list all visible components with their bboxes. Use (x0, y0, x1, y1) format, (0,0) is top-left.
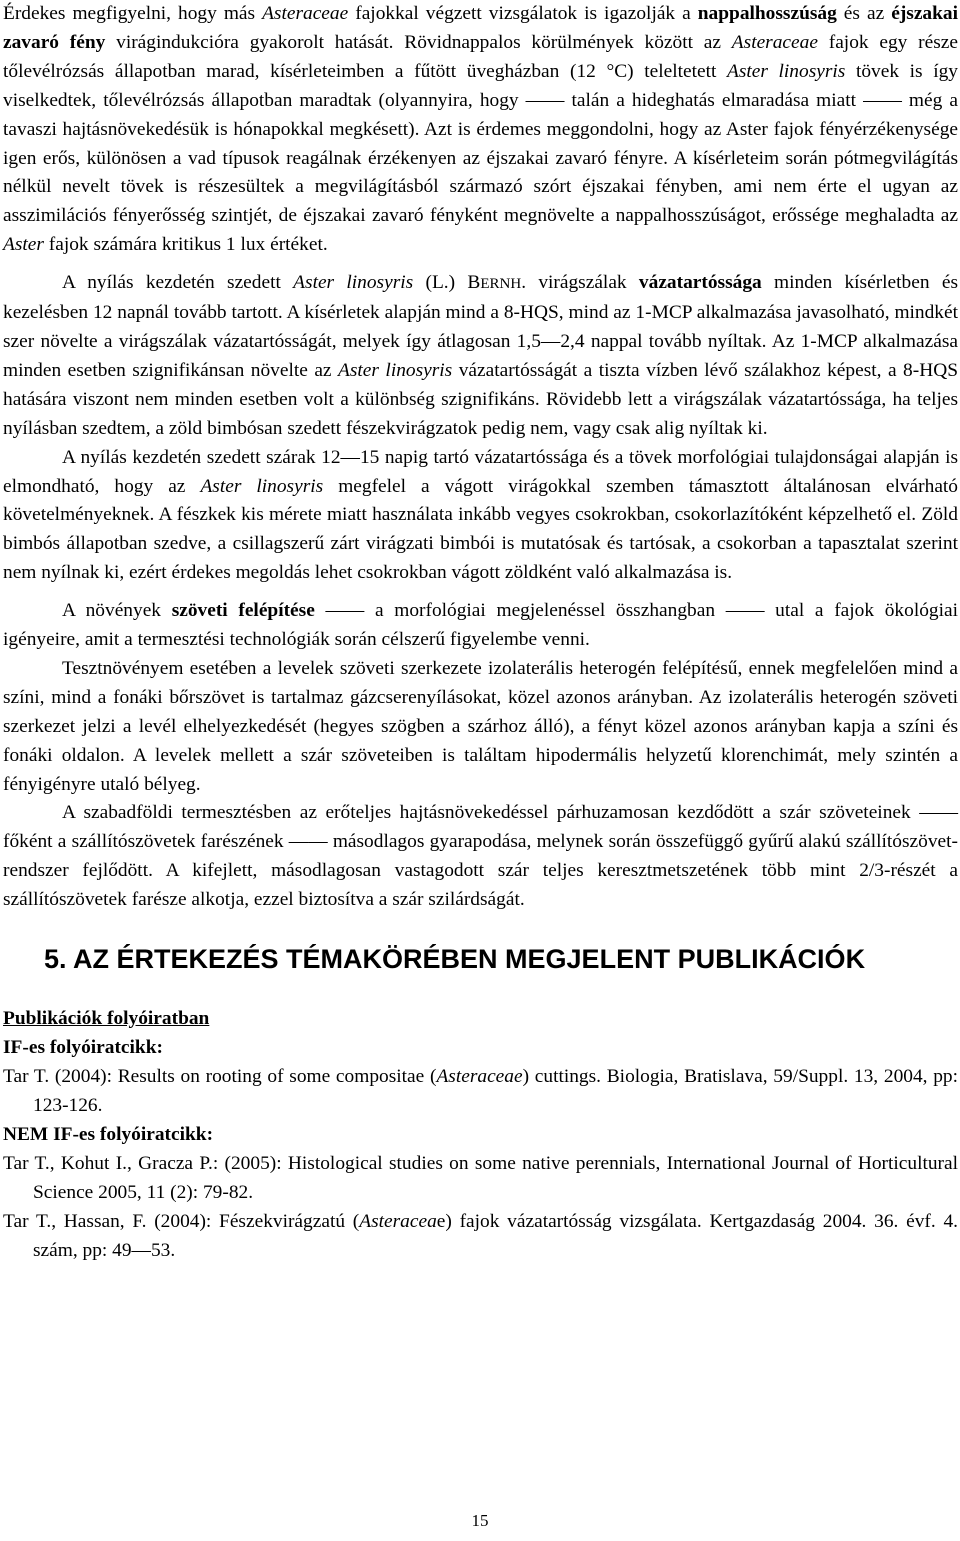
text-run: virágindukcióra gyakorolt hatását. Rövidnappalos körülmények között az (105, 31, 732, 53)
text-run: fajok számára kritikus 1 lux értéket. (43, 234, 328, 256)
text-run: tövek is így viselkedtek, tőlevélrózsás állapotban maradtak (olyannyira, hogy —— talán a hideghatás elmaradása miatt —— még a tavaszi hajtásnövekedésük is hónapokkal megkésett). Azt is érdemes meggondolni, hogy az Aster fajok fényérzékenysége igen erős, különösen a vad típusok reagálnak érzékenyen az éjszakai zavaró fényre. A kísérleteim során pótmegvilágítás nélkül nevelt tövek is részesültek a megvilágításból származó szórt éjszakai fényben, ami nem érte el ugyan az asszimilációs fényerősség szintjét, de éjszakai zavaró fényként megnövelte a nappalhosszúságot, erőssége meghaladta az (3, 60, 958, 227)
italic-text: Asteraceae (436, 1066, 523, 1088)
italic-text: Aster linosyris (200, 475, 324, 497)
paragraph (3, 597, 958, 655)
text-run: megfelel a vágott virágokkal szemben támasztott általánosan elvárható követelményeknek. A fészkek kis mérete miatt használata inkább vegyes csokrokban, csokorlazítóként képzelhető el. Zöld bimbós állapotban szedve, a csillagszerű zárt virágzati bimbói is mutatósak és tartósak, a csokorban a tapasztalat szerint nem nyílnak ki, ezért érdekes megoldás lehet csokrokban vágott zöldként való alkalmazása is. (3, 475, 959, 584)
bold-text: szöveti felépítése (171, 600, 315, 622)
italic-text: Aster (3, 234, 44, 256)
italic-text: Asteraceae (262, 3, 349, 24)
italic-text: Asteracea (359, 1211, 437, 1233)
text-run: Érdekes megfigyelni, hogy más (3, 3, 263, 24)
document-page (3, 0, 958, 1265)
text-run: A nyílás kezdetén szedett (62, 272, 294, 294)
text-run: és az (836, 3, 892, 24)
bold-text: nappalhosszúság (697, 3, 837, 24)
bold-text: vázatartóssága (638, 272, 762, 294)
text-run: . virágszálak (521, 272, 639, 294)
paragraph (3, 799, 958, 915)
text-run: fajok egy része tőlevélrózsás állapotban marad, kísérleteimben a fűtött üvegházban (12 °C) teleltetett (3, 31, 958, 82)
small-caps-text: ERNH (480, 276, 522, 293)
reference-item (3, 1149, 958, 1207)
paragraph (3, 0, 958, 260)
text-run: (L.) B (413, 272, 481, 294)
section-heading: 5. AZ ÉRTEKEZÉS TÉMAKÖRÉBEN MEGJELENT PUBLIKÁCIÓK (44, 944, 866, 975)
text-run: Tar T. (2004): Results on rooting of some compositae ( (3, 1066, 437, 1088)
text-run: A nyílás kezdetén szedett szárak 12—15 napig tartó vázatartóssága és a tövek morfológiai tulajdonságai alapján is elmondható, hogy az (3, 446, 958, 497)
paragraph (3, 269, 958, 443)
text-run: e) fajok vázatartósság vizsgálata. Kertgazdaság 2004. 36. évf. 4. szám, pp: 49—53. (33, 1211, 958, 1262)
italic-text: Asteraceae (731, 31, 818, 53)
text-run: ) cuttings. Biologia, Bratislava, 59/Suppl. 13, 2004, pp: 123-126. (33, 1066, 959, 1117)
paragraph (3, 655, 958, 800)
text-run: minden kísérletben és kezelésben 12 napnál tovább tartott. A kísérletek alapján mind a 8-HQS, mind az 1-MCP alkalmazása javasolható, mindkét szer növelte a virágszálak vázatartósságát, melyek így átlagosan 1,5—2,4 nappal tovább nyíltak. Az 1-MCP alkalmazása minden esetben szignifikánsan növelte az (3, 272, 958, 381)
if-heading: IF-es folyóiratcikk: (3, 1037, 163, 1059)
text-run: vázatartósságát a tiszta vízben lévő szálakhoz képest, a 8-HQS hatására viszont nem minden esetben volt a különbség szignifikáns. Rövidebb lett a virágszálak vázatartóssága, ha teljes nyílásban szedtem, a zöld bimbósan szedett fészekvirágzatok pedig nem, vagy csak alig nyíltak ki. (3, 359, 958, 439)
text-run: Tar T., Kohut I., Gracza P.: (2005): Histological studies on some native perennials, International Journal of Horticultural Science 2005, 11 (2): 79-82. (3, 1153, 958, 1204)
text-run: fajokkal végzett vizsgálatok is igazolják a (348, 3, 698, 24)
nonif-heading: NEM IF-es folyóiratcikk: (3, 1124, 214, 1146)
italic-text: Aster linosyris (338, 359, 453, 381)
paragraph (3, 444, 958, 589)
page-number: 15 (471, 1511, 489, 1530)
nonif-reference-list (3, 1149, 958, 1265)
text-run: A szabadföldi termesztésben az erőteljes hajtásnövekedéssel párhuzamosan kezdődött a szár szöveteinek —— főként a szállítószövetek farészének —— másodlagos gyarapodása, melynek során összefüggő gyűrű alakú szállítószövet-rendszer fejlődött. A kifejlett, másodlagosan vastagodott szár teljes keresztmetszetének több mint 2/3-részét a szállítószövetek farésze alkotja, ezzel biztosítva a szár szilárdságát. (3, 802, 958, 911)
reference-item (3, 1207, 958, 1265)
if-reference-list (3, 1062, 958, 1120)
reference-item (3, 1062, 958, 1120)
text-run: —— a morfológiai megjelenéssel összhangban —— utal a fajok ökológiai igényeire, amit a termesztési technológiák során célszerű figyelembe venni. (3, 600, 958, 651)
text-run: A növények (62, 600, 172, 622)
italic-text: Aster linosyris (726, 60, 846, 82)
italic-text: Aster linosyris (293, 272, 414, 294)
text-run: Tar T., Hassan, F. (2004): Fészekvirágzatú ( (3, 1211, 360, 1233)
text-run: Tesztnövényem esetében a levelek szöveti szerkezete izolaterális heterogén felépítésű, ennek megfelelően mind a színi, mind a fonáki bőrszövet is tartalmaz gázcserenyílásokat, közel azonos arányban. Az izolaterális heterogén szöveti szerkezet jelzi a levél elhelyezkedését (hegyes szögben a szárhoz álló), a fényt közel azonos arányban kapja a színi és fonáki oldalon. A levelek mellett a szár szöveteiben is találtam hipodermális helyzetű klorenchimát, mely szintén a fényigényre utaló bélyeg. (3, 657, 958, 795)
publications-heading: Publikációk folyóiratban (3, 1008, 210, 1030)
bold-text: éjszakai zavaró fény (3, 3, 958, 53)
